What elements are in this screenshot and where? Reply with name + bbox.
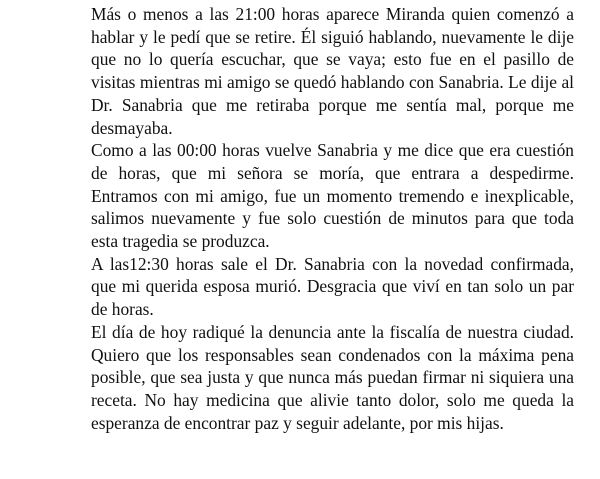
paragraph-2: Como a las 00:00 horas vuelve Sanabria y me dice que era cuestión de horas, que mi señora se moría, que entrara a despedirme. Entramos con mi amigo, fue un momento tremendo e inexplicable, salimos nuevamente y fue solo cuestión de minutos para que toda esta tragedia se produzca. <box>91 140 574 252</box>
paragraph-4: El día de hoy radiqué la denuncia ante la fiscalía de nuestra ciudad. Quiero que los responsables sean condenados con la máxima pena posible, que sea justa y que nunca más puedan firmar ni siquiera una receta. No hay medicina que alivie tanto dolor, solo me queda la esperanza de encontrar paz y seguir adelante, por mis hijas. <box>91 321 574 433</box>
paragraph-1: Más o menos a las 21:00 horas aparece Miranda quien comenzó a hablar y le pedí que se retire. Él siguió hablando, nuevamente le dije que no lo quería escuchar, que se vaya; esto fue en el pasillo de visitas mientras mi amigo se quedó hablando con Sanabria. Le dije al Dr. Sanabria que me retiraba porque me sentía mal, porque me desmayaba. <box>91 4 574 138</box>
paragraph-3: A las12:30 horas sale el Dr. Sanabria con la novedad confirmada, que mi querida esposa murió. Desgracia que viví en tan solo un par de horas. <box>91 253 574 320</box>
document-body <box>91 3 574 434</box>
